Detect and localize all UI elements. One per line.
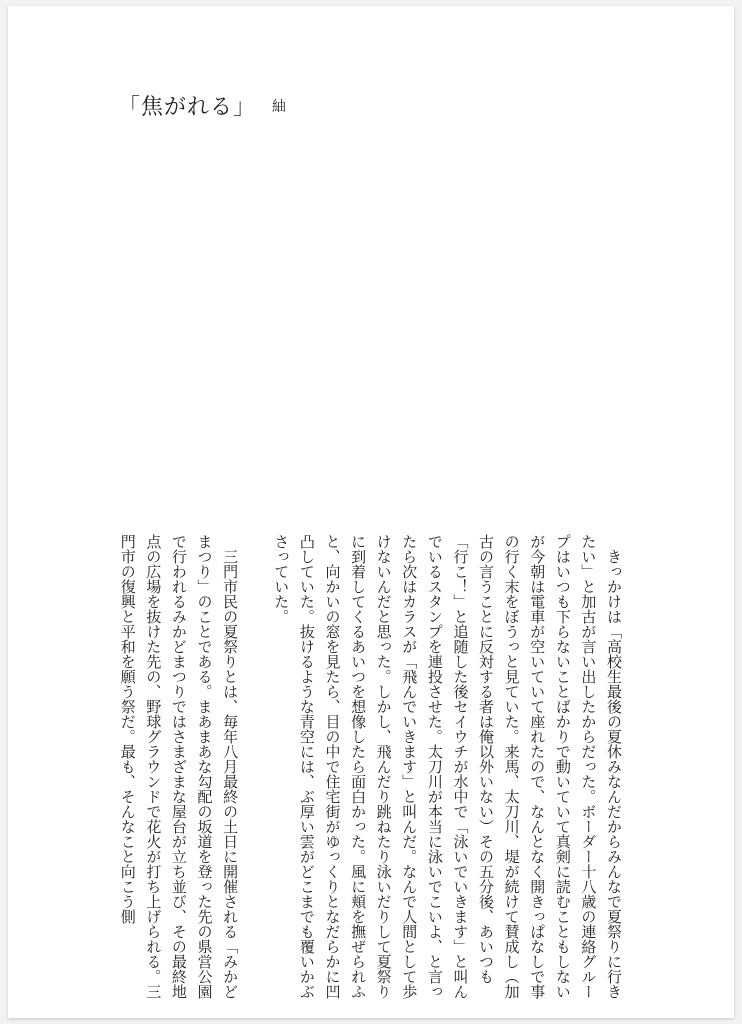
author-name: 紬 — [272, 99, 286, 115]
story-title: 「焦がれる」 — [118, 95, 257, 120]
paragraph-2: 三門市民の夏祭りとは、毎年八月最終の土日に開催される「みかどまつり」のことである。まあまあな勾配の坂道を登った先の県営公園で行われるみかどまつりではさまざまな屋台が立ち並び、その最終地点の広場を抜けた先の、野球グラウンドで花火が打ち上げられる。三門市の復興と平和を願う祭だ。最も、そんなこと向こう側 — [118, 534, 240, 999]
paragraph-break — [242, 534, 268, 999]
story-body — [114, 534, 626, 999]
document-page — [8, 6, 734, 1018]
paragraph-1: きっかけは「高校生最後の夏休みなんだからみんなで夏祭りに行きたい」と加古が言い出したからだった。ボーダー十八歳の連絡グループはいつも下らないことばかりで動いていて真剣に読むこともしないが今朝は電車が空いていて座れたので、なんとなく開きっぱなしで事の行く末をぼうっと見ていた。来馬、太刀川、堤が続けて賛成し（加古の言うことに反対する者は俺以外いない）その五分後、あいつも「行こ！」と追随した後セイウチが水中で「泳いでいきます」と叫んでいるスタンプを連投させた。太刀川が本当に泳いでこいよ、と言ったら次はカラスが「飛んでいきます」と叫んだ。なんで人間として歩けないんだと思った。しかし、飛んだり跳ねたり泳いだりして夏祭りに到着してくるあいつを想像したら面白かった。風に頬を撫ぜられふと、向かいの窓を見たら、目の中で住宅街がゆっくりとなだらかに凹凸していた。抜けるような青空には、ぶ厚い雲がどこまでも覆いかぶさっていた。 — [272, 534, 623, 999]
